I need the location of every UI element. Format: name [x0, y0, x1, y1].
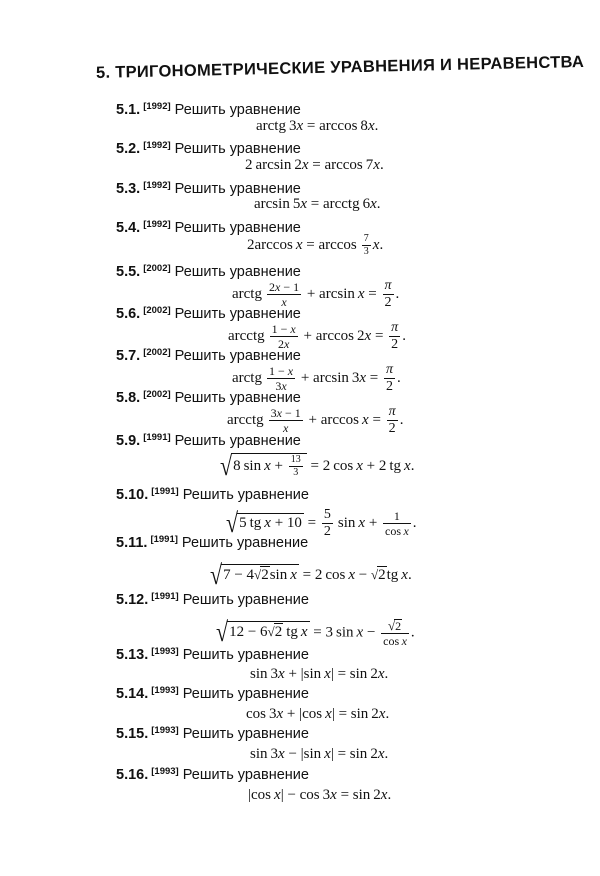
problem-header: [116, 766, 309, 783]
problem-number: 5.14.: [116, 686, 149, 702]
problem-number: 5.9.: [116, 433, 141, 449]
problem-year: [1991]: [143, 432, 171, 443]
problem-number: 5.12.: [116, 592, 149, 608]
problem-year: [1993]: [151, 725, 179, 736]
problem-year: [1992]: [143, 140, 171, 151]
problem-number: 5.2.: [116, 141, 141, 157]
problem-year: [1992]: [143, 219, 171, 230]
problem-year: [1992]: [143, 101, 171, 112]
equation: arctg 3x = arccos 8x.: [256, 118, 379, 134]
problem-number: 5.16.: [116, 767, 149, 783]
equation: √5 tg x + 10 = $\frac{5}{2}$ sin x + $\frac{1}{\text{cos x}}$ .: [226, 506, 417, 539]
problem-task: Решить уравнение: [174, 433, 301, 449]
problem-header: [116, 591, 309, 608]
problem-task: Решить уравнение: [174, 181, 301, 197]
problem-task: Решить уравнение: [174, 220, 301, 236]
problem-header: [116, 263, 301, 280]
problem-year: [2002]: [143, 305, 171, 316]
problem-task: Решить уравнение: [181, 535, 309, 551]
problem-year: [1991]: [151, 591, 179, 602]
problem-header: [116, 180, 301, 197]
equation: sin 3x + |sin x| = sin 2x.: [250, 666, 389, 682]
equation: arcctg $\frac{3x - 1}{x}$ + arccos x = $\frac{\pi}{2}$ .: [227, 404, 404, 436]
problem-number: 5.8.: [116, 390, 141, 406]
problem-task: Решить уравнение: [174, 264, 301, 280]
equation: 2 arcsin 2x = arccos 7x.: [245, 157, 384, 173]
problem-task: Решить уравнение: [182, 647, 309, 663]
equation: sin 3x − |sin x| = sin 2x.: [250, 746, 389, 762]
problem-year: [1991]: [150, 534, 178, 545]
problem-task: Решить уравнение: [182, 767, 309, 783]
problem-number: 5.13.: [116, 647, 149, 663]
problem-header: [116, 347, 301, 364]
problem-number: 5.5.: [116, 264, 141, 280]
equation: 2arccos x = arccos $\frac{7}{3}$ x.: [247, 233, 384, 257]
equation: √8 sin x + $\frac{13}{3}$ = 2 cos x + 2 tg x.: [220, 449, 415, 481]
problem-task: Решить уравнение: [174, 390, 301, 406]
equation: |cos x| − cos 3x = sin 2x.: [248, 787, 392, 803]
problem-header: [116, 685, 309, 702]
problem-header: [116, 305, 301, 322]
problem-task: Решить уравнение: [174, 141, 301, 157]
equation: arcsin 5x = arcctg 6x.: [254, 196, 381, 212]
problem-number: 5.4.: [116, 220, 141, 236]
problem-header: [116, 486, 309, 503]
section-title: 5. ТРИГОНОМЕТРИЧЕСКИЕ УРАВНЕНИЯ И НЕРАВЕНСТВА: [95, 52, 585, 82]
problem-task: Решить уравнение: [182, 487, 309, 503]
problem-year: [1993]: [151, 766, 179, 777]
problem-header: [116, 101, 301, 118]
problem-year: [1992]: [143, 180, 171, 191]
problem-task: Решить уравнение: [174, 306, 301, 322]
problem-year: [1993]: [151, 646, 179, 657]
equation: arctg $\frac{2x - 1}{x}$ + arcsin x = $\frac{\pi}{2}$ .: [232, 278, 400, 310]
problem-year: [2002]: [143, 347, 171, 358]
equation: cos 3x + |cos x| = sin 2x.: [246, 706, 390, 722]
problem-header: [116, 140, 301, 157]
problem-number: 5.15.: [116, 726, 149, 742]
problem-header: [116, 432, 301, 449]
problem-task: Решить уравнение: [182, 686, 309, 702]
problem-task: Решить уравнение: [174, 102, 301, 118]
problem-task: Решить уравнение: [182, 592, 309, 608]
problem-number: 5.11.: [116, 535, 148, 551]
problem-year: [2002]: [143, 389, 171, 400]
equation: √7 − 4√2sin x = 2 cos x − √2tg x.: [210, 558, 412, 590]
equation: √12 − 6√2 tg x = 3 sin x − $\frac{√2}{\text{cos x}}$ .: [216, 616, 415, 648]
problem-header: [116, 646, 309, 663]
problem-number: 5.1.: [116, 102, 141, 118]
problem-number: 5.3.: [116, 181, 141, 197]
problem-header: [116, 389, 301, 406]
problem-number: 5.6.: [116, 306, 141, 322]
problem-year: [2002]: [143, 263, 171, 274]
equation: arctg $\frac{1 - x}{3x}$ + arcsin 3x = $\frac{\pi}{2}$ .: [232, 362, 401, 394]
problem-number: 5.10.: [116, 487, 149, 503]
equation: arcctg $\frac{1 - x}{2x}$ + arccos 2x = $\frac{\pi}{2}$ .: [228, 320, 406, 352]
problem-header: [116, 725, 309, 742]
problem-task: Решить уравнение: [174, 348, 301, 364]
problem-year: [1993]: [151, 685, 179, 696]
problem-task: Решить уравнение: [182, 726, 309, 742]
problem-header: [116, 534, 308, 551]
problem-year: [1991]: [151, 486, 179, 497]
problem-number: 5.7.: [116, 348, 141, 364]
